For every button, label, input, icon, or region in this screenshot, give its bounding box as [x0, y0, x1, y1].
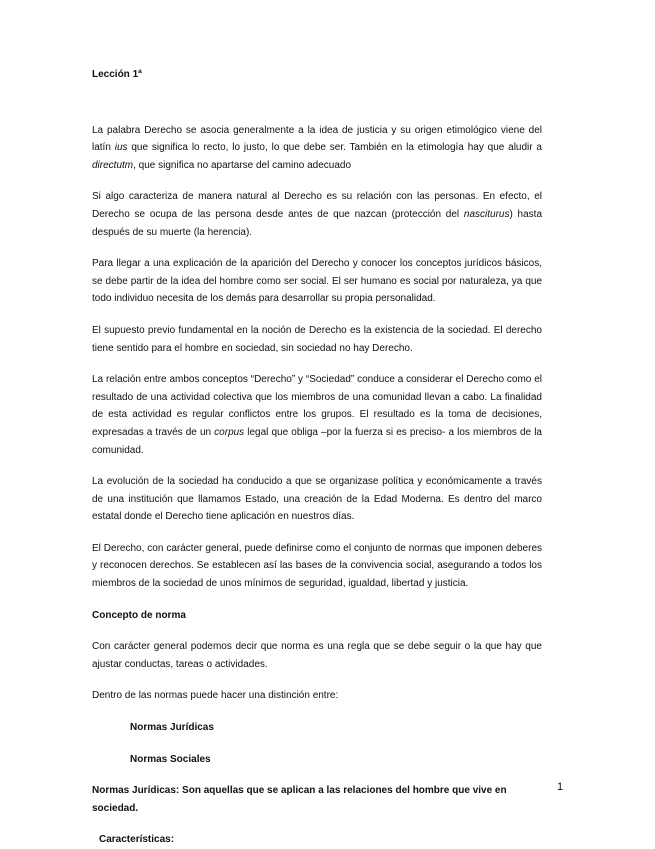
- paragraph-6: La evolución de la sociedad ha conducido a que se organizase política y económicamente a través de una institución que llamamos Estado, una creación de la Edad Moderna. Es dentro del marco estatal donde el Derecho tiene aplicación en nuestros días.: [92, 476, 542, 523]
- italic-term: nasciturus: [463, 208, 510, 220]
- text-span: La palabra Derecho se asocia generalmente a la idea de justicia y su origen etimológico viene del latín: [92, 124, 542, 154]
- page-content: [92, 66, 542, 849]
- text-span: Si algo caracteriza de manera natural al Derecho es su relación con las personas. En efecto, el Derecho se ocupa de las persona desde antes de que nazcan (protección del: [92, 191, 542, 220]
- caracteristicas-heading: Características:: [99, 834, 175, 846]
- text-span: La relación entre ambos conceptos “Derecho” y “Sociedad” conduce a considerar el Derecho como el resultado de una actividad colectiva que los miembros de una comunidad llevan a cabo. La finalidad de esta actividad es regular conflictos entre los grupos. El resultado es la toma de decisiones, expresadas a través de un: [92, 374, 542, 438]
- paragraph-5: [92, 371, 542, 459]
- paragraph-8: Con carácter general podemos decir que norma es una regla que se debe seguir o la que hay que ajustar conductas, tareas o actividades.: [92, 641, 542, 670]
- paragraph-2: [92, 188, 542, 241]
- text-span: ) hasta después de su muerte (la herencia).: [92, 208, 543, 238]
- list-item-normas-sociales: Normas Sociales: [130, 753, 211, 765]
- paragraph-3: Para llegar a una explicación de la aparición del Derecho y conocer los conceptos jurídicos básicos, se debe partir de la idea del hombre como ser social. El ser humano es social por naturaleza, ya que todo individuo necesita de los demás para desarrollar su propia personalidad.: [92, 258, 542, 305]
- section-heading-norma: Concepto de norma: [92, 609, 186, 621]
- normas-juridicas-definition: Normas Jurídicas: Son aquellas que se aplican a las relaciones del hombre que vive en sociedad.: [92, 785, 507, 814]
- italic-term: corpus: [214, 426, 245, 438]
- text-span: que significa lo recto, lo justo, lo que debe ser. También en la etimología hay que aludir a: [127, 142, 542, 154]
- paragraph-7: El Derecho, con carácter general, puede definirse como el conjunto de normas que imponen deberes y reconocen derechos. Se establecen así las bases de la convivencia social, asegurando a todos los miembros de la sociedad de unos mínimos de seguridad, igualdad, libertad y justicia.: [92, 542, 542, 590]
- paragraph-9: Dentro de las normas puede hacer una distinción entre:: [92, 690, 339, 702]
- text-span: legal que obliga –por la fuerza si es preciso- a los miembros de la comunidad.: [92, 426, 542, 456]
- paragraph-4: El supuesto previo fundamental en la noción de Derecho es la existencia de la sociedad. El derecho tiene sentido para el hombre en sociedad, sin sociedad no hay Derecho.: [92, 324, 542, 354]
- italic-term: directutm: [92, 159, 134, 171]
- list-item-normas-juridicas: Normas Jurídicas: [130, 722, 214, 734]
- paragraph-1: [92, 122, 542, 175]
- page-number: 1: [557, 781, 564, 793]
- italic-term: ius: [114, 142, 128, 154]
- lesson-title: Lección 1ª: [92, 69, 142, 80]
- text-span: , que significa no apartarse del camino adecuado: [133, 159, 352, 171]
